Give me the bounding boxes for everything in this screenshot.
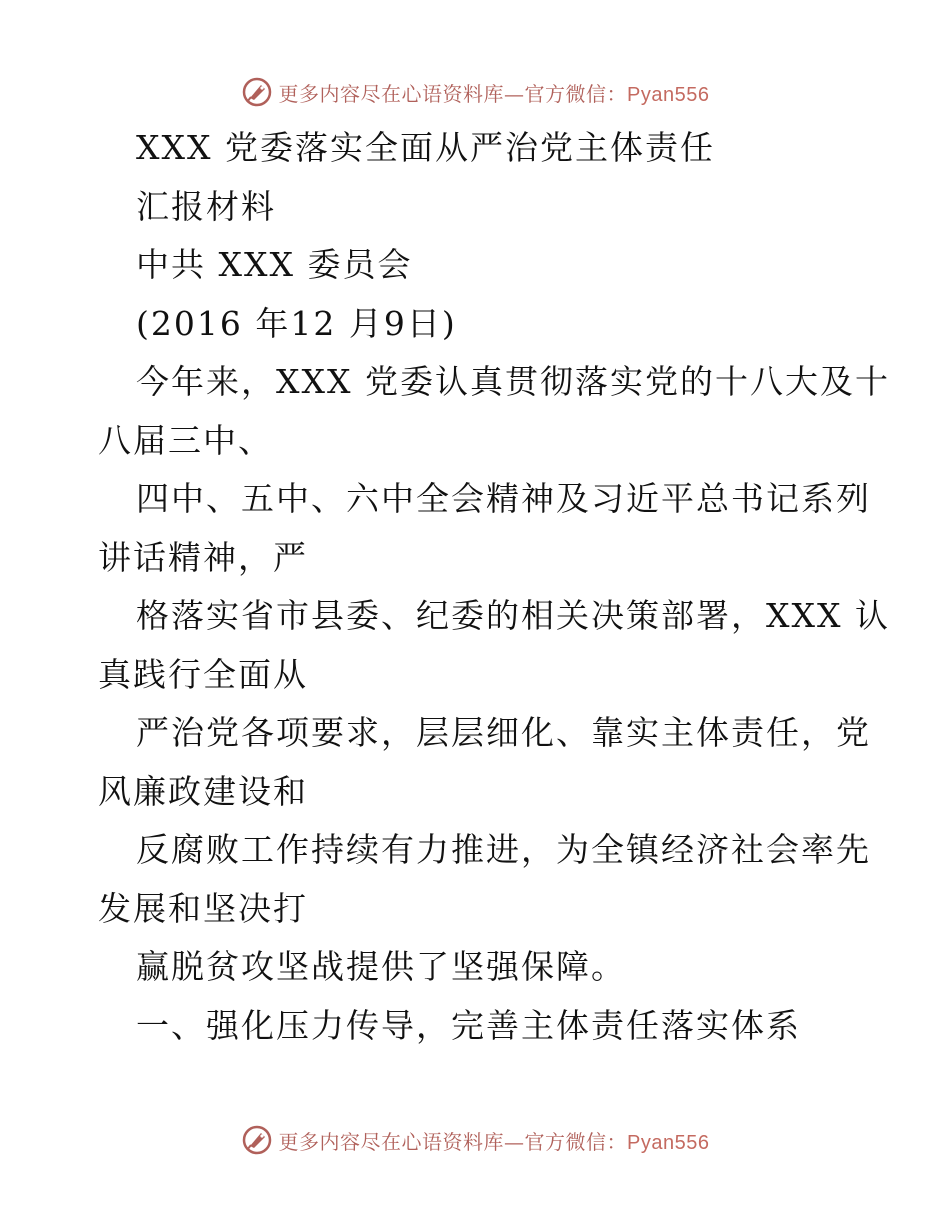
pen-nib-logo-icon bbox=[241, 1124, 273, 1156]
document-line: 风廉政建设和 bbox=[98, 771, 308, 811]
document-line: 严治党各项要求，层层细化、靠实主体责任，党 bbox=[136, 713, 871, 752]
document-line: (2016 年12 月9日) bbox=[136, 303, 457, 343]
watermark-label: 更多内容尽在心语资料库—官方微信： bbox=[278, 81, 628, 106]
document-line: 讲话精神，严 bbox=[98, 537, 308, 577]
watermark-label: 更多内容尽在心语资料库—官方微信： bbox=[278, 1129, 628, 1154]
document-line: 今年来，XXX 党委认真贯彻落实党的十八大及十 bbox=[136, 362, 890, 401]
document-line: 中共 XXX 委员会 bbox=[136, 245, 413, 284]
document-line: 反腐败工作持续有力推进，为全镇经济社会率先 bbox=[136, 830, 871, 869]
document-line: 赢脱贫攻坚战提供了坚强保障。 bbox=[136, 947, 626, 986]
document-line: XXX 党委落实全面从严治党主体责任 bbox=[136, 128, 715, 167]
document-line: 八届三中、 bbox=[98, 420, 273, 460]
document-line: 一、强化压力传导，完善主体责任落实体系 bbox=[136, 1005, 801, 1045]
document-line: 四中、五中、六中全会精神及习近平总书记系列 bbox=[136, 479, 871, 518]
document-body bbox=[98, 119, 890, 1055]
document-line: 真践行全面从 bbox=[98, 654, 308, 694]
document-line: 格落实省市县委、纪委的相关决策部署，XXX 认 bbox=[136, 596, 890, 635]
watermark-text bbox=[279, 78, 710, 107]
header-watermark bbox=[0, 72, 950, 112]
pen-nib-logo-icon bbox=[241, 76, 273, 108]
watermark-text bbox=[279, 1126, 710, 1155]
footer-watermark bbox=[0, 1120, 950, 1160]
watermark-wechat-id: Pyan556 bbox=[627, 83, 710, 106]
watermark-wechat-id: Pyan556 bbox=[627, 1131, 710, 1154]
document-line: 汇报材料 bbox=[136, 186, 276, 226]
document-line: 发展和坚决打 bbox=[98, 888, 308, 928]
